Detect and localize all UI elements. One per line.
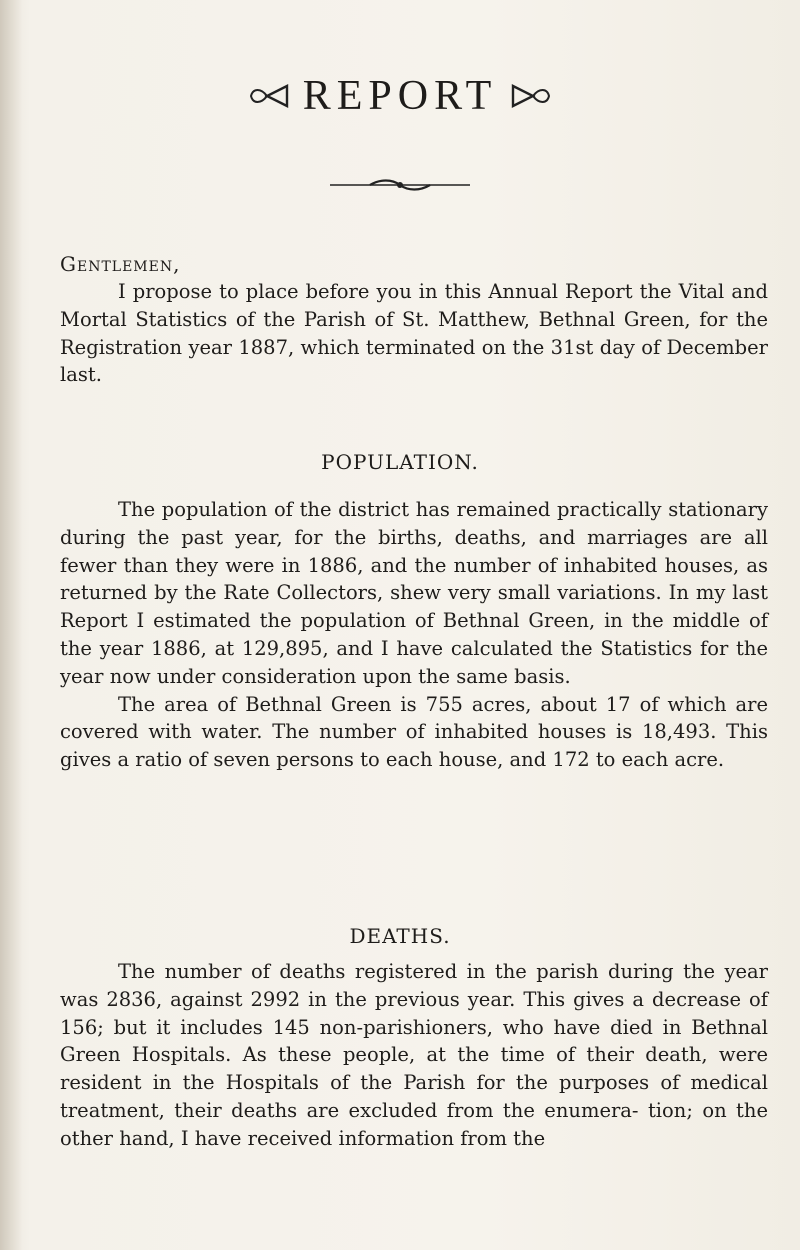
decorative-rule-icon	[330, 178, 470, 192]
left-ornament-icon	[247, 84, 289, 108]
page-title: REPORT	[302, 73, 498, 119]
deaths-paragraph-1: The number of deaths registered in the parish during the year was 2836, against 2992 in the previous year. This gives a decrease of 156; but it includes 145 non-parishioners, who have died in Bethnal Green Hospitals. As these people, at the time of their death, were resident in the Hospitals of the Parish for the purposes of medical treatment, their deaths are excluded from the enumera- tion; on the other hand, I have received information from the	[60, 960, 768, 1150]
deaths-text	[60, 958, 768, 1153]
intro-paragraph: I propose to place before you in this Annual Report the Vital and Mortal Statistics of the Parish of St. Matthew, Bethnal Green, for the Registration year 1887, which terminated on the 31st day of December last.	[60, 280, 768, 387]
section-heading-deaths: DEATHS.	[349, 924, 451, 948]
population-text	[60, 496, 768, 774]
population-paragraph-1: The population of the district has remained practically stationary during the past year, for the births, deaths, and marriages are all fewer than they were in 1886, and the number of inhabited houses, as returned by the Rate Collectors, shew very small variations. In my last Report I estimated the population of Bethnal Green, in the middle of the year 1886, at 129,895, and I have calculated the Statistics for the year now under consideration upon the same basis.	[60, 498, 768, 688]
intro-paragraph-block	[60, 278, 768, 389]
salutation: Gentlemen,	[60, 252, 181, 276]
title-row	[0, 72, 800, 120]
population-paragraph-2: The area of Bethnal Green is 755 acres, about 17 of which are covered with water. The number of inhabited houses is 18,493. This gives a ratio of seven persons to each house, and 172 to each acre.	[60, 692, 768, 772]
binding-shadow	[0, 0, 22, 1250]
right-ornament-icon	[511, 84, 553, 108]
section-heading-population: POPULATION.	[321, 450, 479, 474]
